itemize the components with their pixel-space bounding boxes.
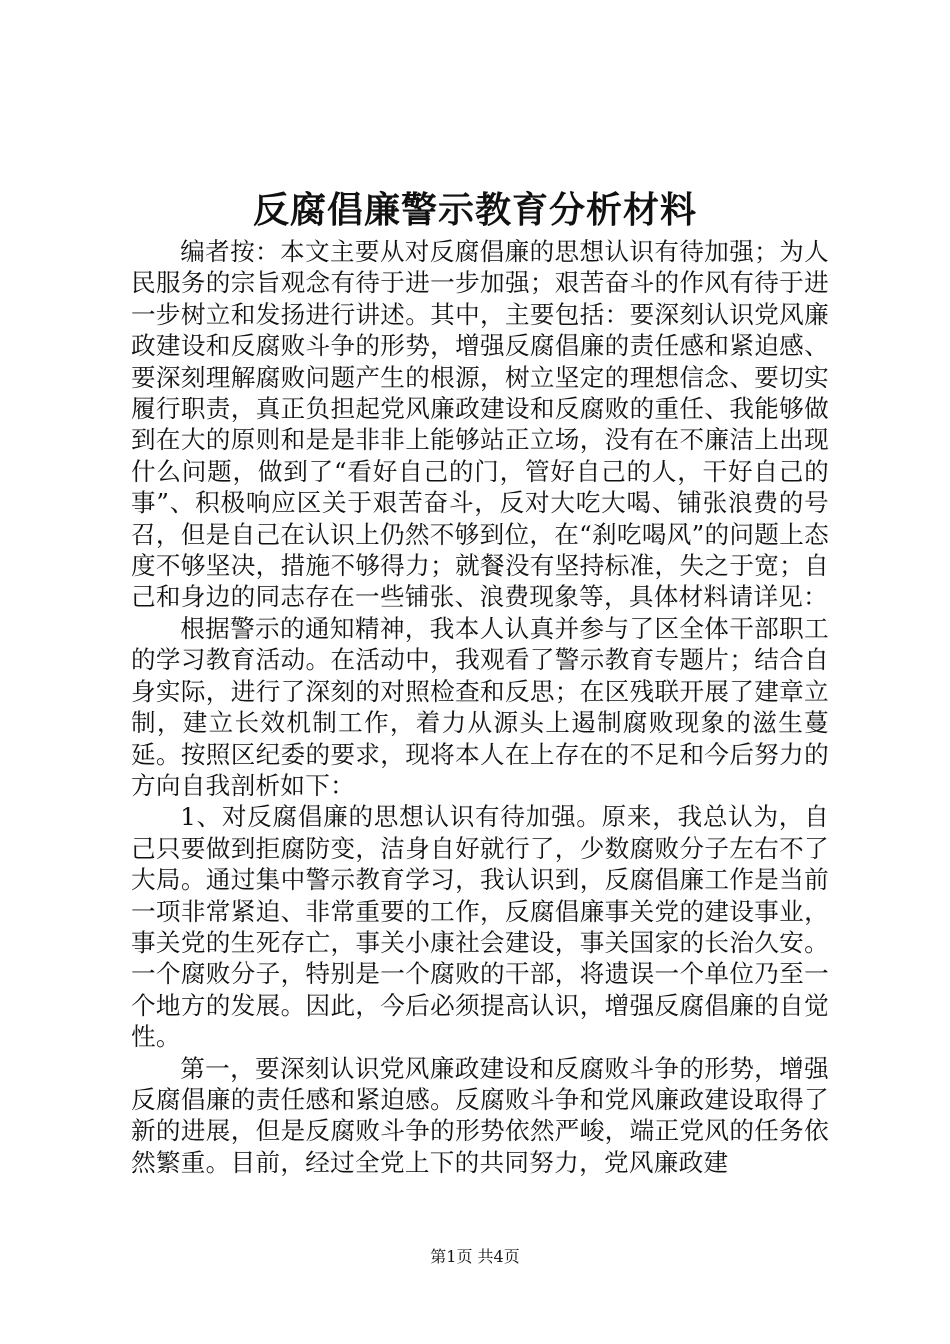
- paragraph-point-1: 1、对反腐倡廉的思想认识有待加强。原来，我总认为，自己只要做到拒腐防变，洁身自好就行了，少数腐败分子左右不了大局。通过集中警示教育学习，我认识到，反腐倡廉工作是当前一项非常紧迫、非常重要的工作，反腐倡廉事关党的建设事业，事关党的生死存亡，事关小康社会建设，事关国家的长治久安。一个腐败分子，特别是一个腐败的干部，将遗误一个单位乃至一个地方的发展。因此，今后必须提高认识，增强反腐倡廉的自觉性。: [131, 802, 829, 1052]
- paragraph-first: 第一，要深刻认识党风廉政建设和反腐败斗争的形势，增强反腐倡廉的责任感和紧迫感。反腐败斗争和党风廉政建设取得了新的进展，但是反腐败斗争的形势依然严峻，端正党风的任务依然繁重。目前，经过全党上下的共同努力，党风廉政建: [131, 1053, 829, 1177]
- paragraph-intro: 根据警示的通知精神，我本人认真并参与了区全体干部职工的学习教育活动。在活动中，我观看了警示教育专题片；结合自身实际，进行了深刻的对照检查和反思；在区残联开展了建章立制，建立长效机制工作，着力从源头上遏制腐败现象的滋生蔓延。按照区纪委的要求，现将本人在上存在的不足和今后努力的方向自我剖析如下：: [131, 613, 829, 800]
- page-footer: 第1页 共4页: [430, 1247, 520, 1266]
- paragraph-editor-note: 编者按：本文主要从对反腐倡廉的思想认识有待加强；为人民服务的宗旨观念有待于进一步加强；艰苦奋斗的作风有待于进一步树立和发扬进行讲述。其中，主要包括：要深刻认识党风廉政建设和反腐败斗争的形势，增强反腐倡廉的责任感和紧迫感、要深刻理解腐败问题产生的根源，树立坚定的理想信念、要切实履行职责，真正负担起党风廉政建设和反腐败的重任、我能够做到在大的原则和是是非非上能够站正立场，没有在不廉洁上出现什么问题，做到了“看好自己的门，管好自己的人，干好自己的事”、积极响应区关于艰苦奋斗，反对大吃大喝、铺张浪费的号召，但是自己在认识上仍然不够到位，在“刹吃喝风”的问题上态度不够坚决，措施不够得力；就餐没有坚持标准，失之于宽；自己和身边的同志存在一些铺张、浪费现象等，具体材料请详见：: [131, 237, 829, 612]
- document-title: 反腐倡廉警示教育分析材料: [252, 189, 697, 231]
- document-body: [131, 236, 829, 1178]
